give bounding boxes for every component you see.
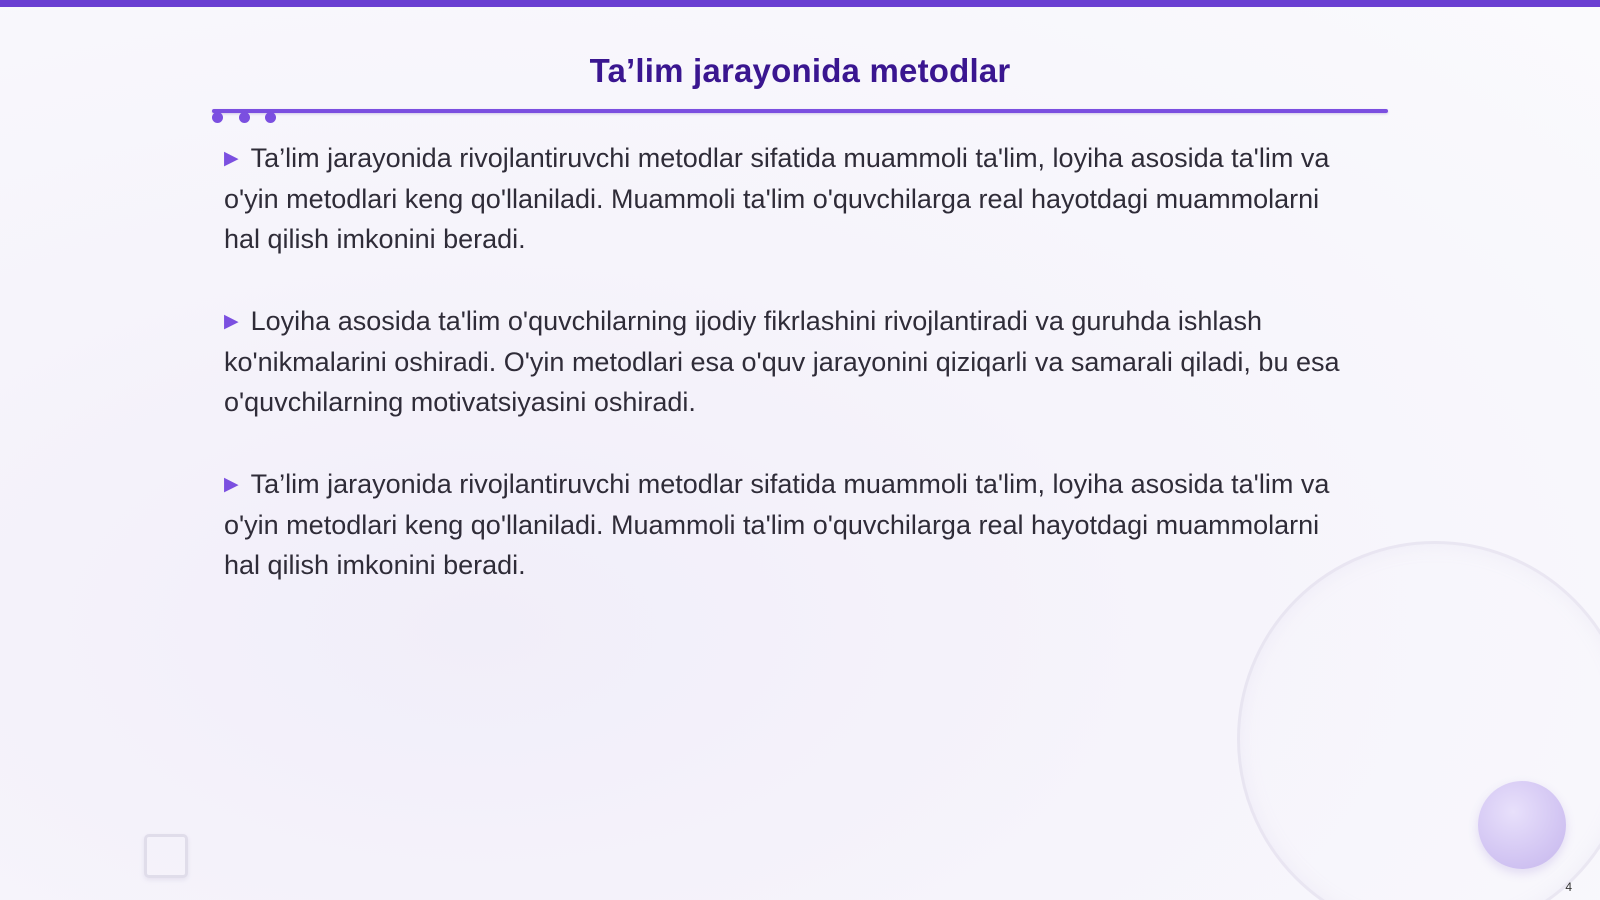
bullet-item — [224, 464, 1344, 585]
decorative-sphere — [1478, 781, 1566, 869]
bullet-item — [224, 301, 1344, 422]
bullet-list — [224, 138, 1344, 627]
bullet-text: Loyiha asosida ta'lim o'quvchilarning ijodiy fikrlashini rivojlantiradi va guruhda ishlash ko'nikmalarini oshiradi. O'yin metodlari esa o'quv jarayonini qiziqarli va samarali qiladi, bu esa o'quvchilarning motivatsiyasini oshiradi. — [224, 306, 1340, 417]
play-arrow-icon: ▶ — [224, 311, 239, 332]
bullet-text: Ta’lim jarayonida rivojlantiruvchi metodlar sifatida muammoli ta'lim, loyiha asosida ta'lim va o'yin metodlari keng qo'llaniladi. Muammoli ta'lim o'quvchilarga real hayotdagi muammolarni hal qilish imkonini beradi. — [224, 469, 1330, 580]
slide-title: Ta’lim jarayonida metodlar — [589, 52, 1011, 89]
top-accent-bar — [0, 0, 1600, 7]
play-arrow-icon: ▶ — [224, 148, 239, 169]
decorative-square — [144, 834, 188, 878]
bullet-text: Ta’lim jarayonida rivojlantiruvchi metodlar sifatida muammoli ta'lim, loyiha asosida ta'lim va o'yin metodlari keng qo'llaniladi. Muammoli ta'lim o'quvchilarga real hayotdagi muammolarni hal qilish imkonini beradi. — [224, 143, 1330, 254]
bullet-item — [224, 138, 1344, 259]
play-arrow-icon: ▶ — [224, 474, 239, 495]
title-underline — [212, 109, 1388, 113]
page-number: 4 — [1565, 880, 1572, 894]
decorative-dot — [265, 112, 276, 123]
decorative-dot — [212, 112, 223, 123]
decorative-dot — [239, 112, 250, 123]
